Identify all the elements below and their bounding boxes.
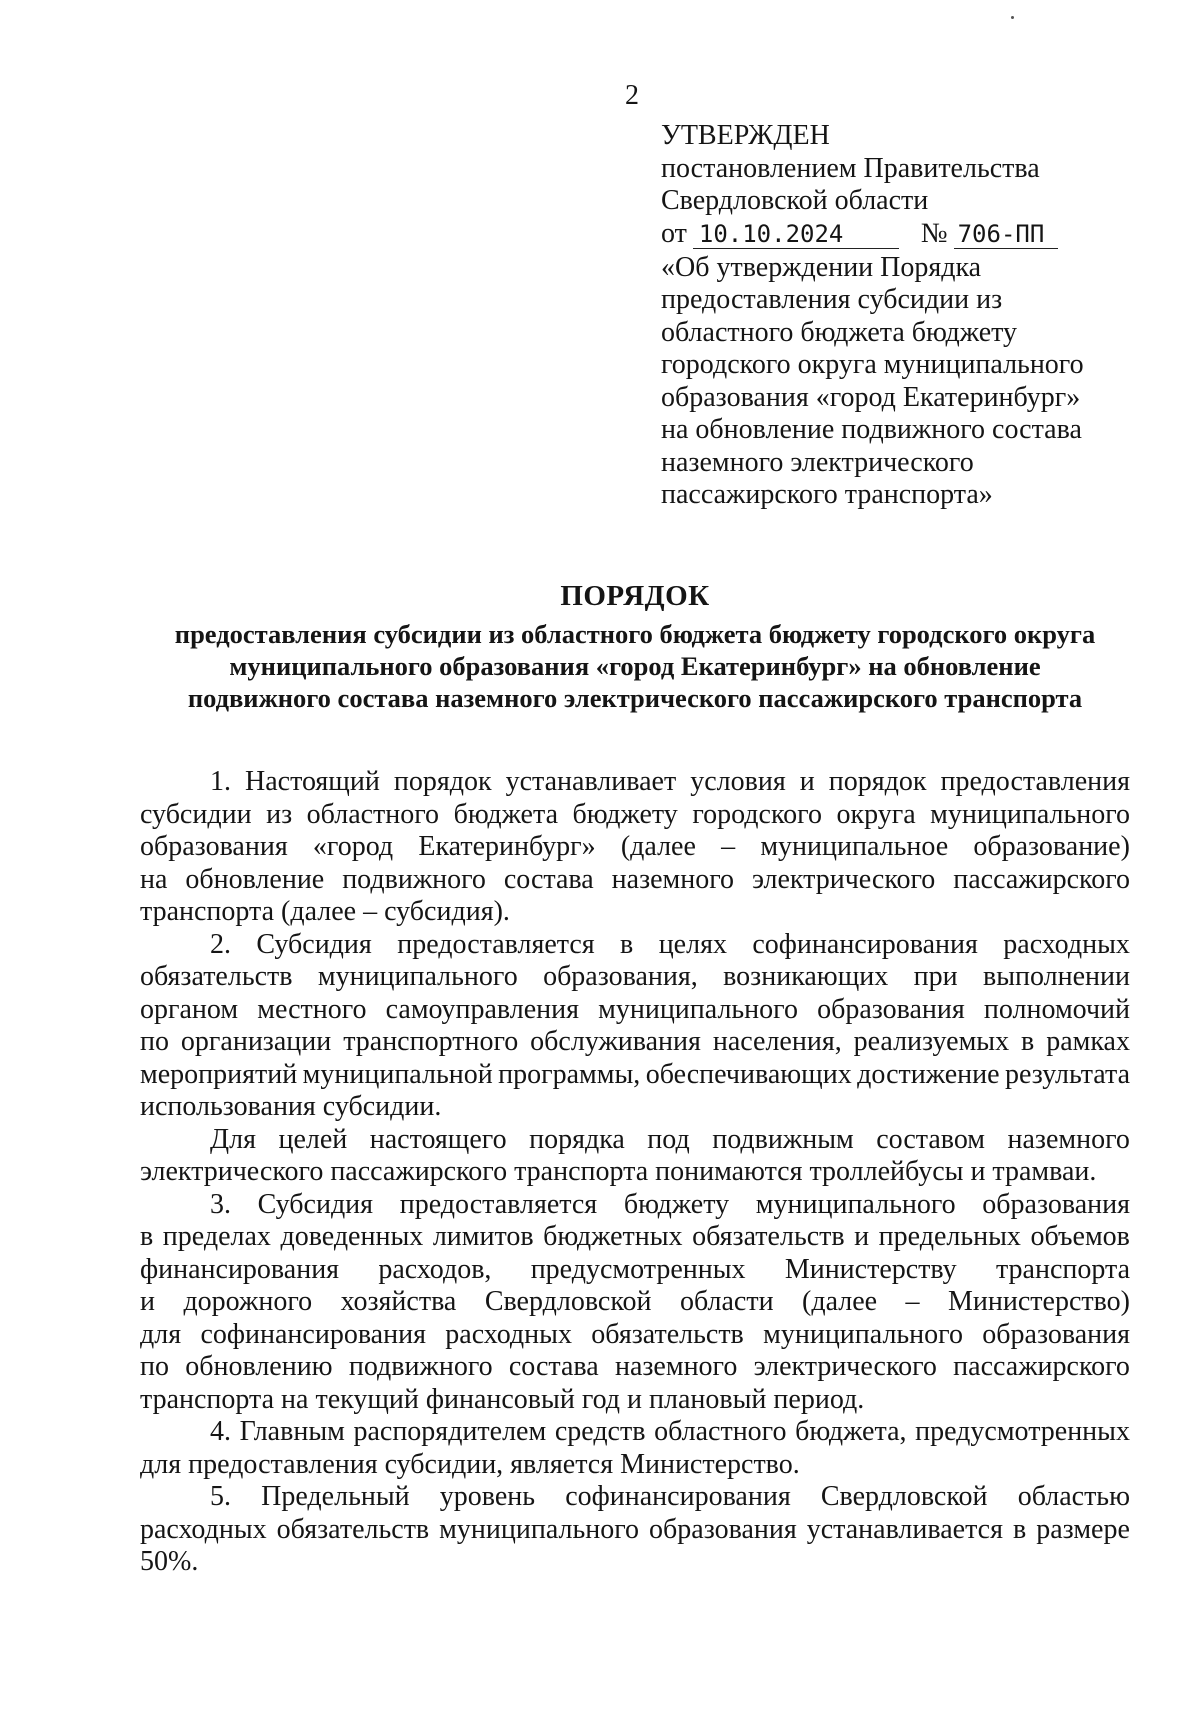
decree-date: 10.10.2024	[693, 220, 899, 249]
word: пассажирского	[953, 863, 1130, 895]
word: Предельный	[261, 1481, 410, 1512]
body-line	[140, 1319, 1130, 1352]
word: подвижного	[348, 1351, 493, 1382]
body-line	[140, 1286, 1130, 1319]
word: бюджета	[453, 798, 558, 830]
word: Свердловской	[484, 1286, 652, 1317]
word: программы,	[498, 1058, 641, 1090]
word: предусмотренных	[530, 1253, 746, 1285]
word: Министерству	[784, 1253, 957, 1285]
date-prefix: от	[661, 217, 687, 249]
body-line	[140, 1351, 1130, 1384]
word: (далее	[802, 1286, 878, 1317]
body-line: 50%.	[140, 1546, 199, 1577]
word: расходных	[445, 1318, 572, 1350]
word: Субсидия	[256, 928, 372, 960]
word: полномочий	[983, 993, 1130, 1025]
word: субсидии	[140, 798, 252, 830]
word: обновлению	[185, 1351, 333, 1382]
document-body	[140, 766, 1130, 1579]
word: состава	[503, 863, 594, 895]
approval-heading: УТВЕРЖДЕН	[661, 120, 830, 151]
body-line: транспорта (далее – субсидия).	[140, 896, 510, 927]
body-line	[140, 1481, 1130, 1514]
word: 3.	[210, 1188, 231, 1220]
word: бюджету	[623, 1188, 730, 1220]
paragraph-1	[140, 766, 1130, 929]
subtitle-line: муниципального образования «город Екатеринбург» на обновление	[229, 651, 1041, 681]
word: образования	[982, 1318, 1130, 1350]
word: образования	[649, 1513, 797, 1545]
word: доведенных	[280, 1221, 424, 1252]
decree-number: 706-ПП	[954, 220, 1058, 249]
body-line: транспорта на текущий финансовый год и плановый период.	[140, 1383, 865, 1415]
document-title: ПОРЯДОК	[560, 580, 710, 612]
word: «город	[312, 831, 394, 862]
body-line	[140, 1221, 1130, 1254]
word: предоставления	[940, 766, 1130, 797]
word: образования,	[543, 961, 698, 992]
word: наземного	[1007, 1123, 1130, 1155]
word: уровень	[439, 1481, 536, 1512]
paragraph-2-note	[140, 1124, 1130, 1189]
word: в	[1021, 1026, 1035, 1057]
word: наземного	[611, 863, 735, 895]
word: в	[1013, 1513, 1027, 1545]
word: достижение	[857, 1058, 1000, 1090]
word: –	[905, 1286, 920, 1317]
subtitle-line: предоставления субсидии из областного бюджета бюджету городского округа	[174, 619, 1096, 649]
body-line	[140, 1026, 1130, 1059]
word: целях	[658, 928, 727, 960]
word: Свердловской	[820, 1481, 988, 1512]
approval-subject-line: предоставления субсидии из	[661, 284, 1003, 315]
subtitle-line: подвижного состава наземного электрического пассажирского транспорта	[187, 683, 1083, 713]
scan-artifact-dot	[1011, 16, 1014, 19]
word: областью	[1017, 1481, 1130, 1512]
document-title-block	[140, 578, 1130, 714]
word: муниципального	[317, 961, 518, 992]
word: подвижного	[342, 863, 486, 895]
word: бюджета,	[795, 1416, 907, 1447]
word: состава	[508, 1351, 599, 1382]
word: в	[140, 1221, 154, 1252]
word: софинансирования	[752, 928, 978, 960]
word: Для	[210, 1123, 256, 1155]
word: обеспечивающих	[645, 1058, 852, 1090]
word: устанавливается	[806, 1513, 1003, 1545]
body-line	[140, 864, 1130, 897]
word: хозяйства	[340, 1286, 457, 1317]
word: транспортного	[343, 1026, 519, 1057]
word: из	[266, 798, 293, 830]
word: образование)	[973, 831, 1130, 862]
word: электрического	[753, 1351, 937, 1382]
word: муниципального	[598, 993, 798, 1025]
word: обязательств	[692, 1221, 845, 1252]
approval-subject-line: наземного электрического	[661, 446, 974, 478]
word: под	[647, 1123, 690, 1155]
word: порядок	[828, 766, 927, 797]
word: обязательств	[276, 1513, 430, 1545]
word: Екатеринбург»	[418, 831, 596, 862]
word: размере	[1036, 1513, 1130, 1545]
word: средств	[554, 1416, 646, 1447]
word: транспорта	[995, 1253, 1130, 1285]
word: рамках	[1046, 1026, 1130, 1057]
word: обязательств	[140, 961, 293, 992]
body-line: использования субсидии.	[140, 1091, 442, 1122]
word: городского	[692, 798, 822, 830]
approval-subject-line: городского округа муниципального	[661, 349, 1084, 380]
word: целей	[278, 1123, 348, 1155]
word: условия	[690, 766, 786, 797]
word: предоставляется	[397, 928, 595, 960]
word: предоставляется	[399, 1188, 598, 1220]
body-line	[140, 929, 1130, 962]
word: при	[913, 961, 958, 992]
body-line	[140, 994, 1130, 1027]
word: муниципального	[439, 1513, 639, 1545]
word: образования	[817, 993, 965, 1025]
word: пределах	[162, 1221, 271, 1252]
word: для	[140, 1318, 182, 1350]
word: устанавливает	[505, 766, 677, 797]
word: Настоящий	[245, 766, 380, 797]
word: и	[799, 766, 815, 797]
word: объемов	[1030, 1221, 1130, 1252]
approval-subject-line: «Об утверждении Порядка	[661, 251, 982, 283]
word: и	[140, 1286, 155, 1317]
body-line	[140, 799, 1130, 832]
word: выполнении	[983, 961, 1130, 992]
word: округа	[836, 798, 916, 830]
number-prefix: №	[920, 217, 948, 249]
word: бюджету	[572, 798, 678, 830]
word: Главным	[239, 1416, 345, 1447]
body-line	[140, 961, 1130, 994]
approval-line: постановлением Правительства	[661, 152, 1040, 184]
word: настоящего	[369, 1123, 507, 1155]
word: и	[854, 1221, 870, 1252]
body-line	[140, 1124, 1130, 1157]
word: областного	[654, 1416, 787, 1447]
word: распорядителем	[353, 1416, 547, 1447]
paragraph-5	[140, 1481, 1130, 1579]
word: обслуживания	[530, 1026, 701, 1057]
word: обновление	[185, 863, 325, 895]
word: пассажирского	[953, 1351, 1130, 1382]
word: в	[620, 928, 634, 960]
word: областного	[306, 798, 440, 830]
word: порядка	[529, 1123, 625, 1155]
word: образования	[140, 831, 288, 862]
word: муниципального	[763, 1318, 963, 1350]
word: обязательств	[591, 1318, 744, 1350]
word: финансирования	[140, 1253, 340, 1285]
word: области	[679, 1286, 774, 1317]
word: образования	[982, 1188, 1130, 1220]
word: возникающих	[723, 961, 889, 992]
word: мероприятий	[140, 1058, 298, 1090]
word: подвижным	[712, 1123, 854, 1155]
word: порядок	[393, 766, 492, 797]
word: местного	[257, 993, 367, 1025]
word: расходных	[140, 1513, 267, 1545]
word: по	[140, 1351, 169, 1382]
word: муниципальной	[302, 1058, 493, 1090]
approval-subject-line: областного бюджета бюджету	[661, 316, 1018, 348]
body-line	[140, 831, 1130, 864]
body-line: для предоставления субсидии, является Министерство.	[140, 1448, 800, 1480]
body-line	[140, 1416, 1130, 1449]
paragraph-3	[140, 1189, 1130, 1417]
word: муниципального	[755, 1188, 956, 1220]
body-line	[140, 1059, 1130, 1092]
word: организации	[180, 1026, 332, 1057]
word: лимитов	[432, 1221, 534, 1252]
word: муниципального	[930, 798, 1130, 830]
approval-stamp-block	[661, 120, 1131, 512]
word: бюджетных	[543, 1221, 683, 1252]
word: (далее	[620, 831, 696, 862]
body-line	[140, 766, 1130, 799]
word: реализуемых	[853, 1026, 1010, 1057]
word: расходов,	[378, 1253, 492, 1285]
approval-subject-line: пассажирского транспорта»	[661, 479, 993, 510]
body-line	[140, 1254, 1130, 1287]
paragraph-4	[140, 1416, 1130, 1481]
word: –	[721, 831, 736, 862]
word: населения,	[712, 1026, 842, 1057]
word: электрического	[751, 863, 936, 895]
body-line: электрического пассажирского транспорта понимаются троллейбусы и трамваи.	[140, 1156, 1097, 1187]
word: составом	[876, 1123, 986, 1155]
word: муниципальное	[760, 831, 949, 862]
document-subtitle	[140, 618, 1130, 714]
word: самоуправления	[385, 993, 579, 1025]
approval-line: Свердловской области	[661, 185, 929, 216]
word: наземного	[614, 1351, 738, 1382]
word: по	[140, 1026, 169, 1057]
word: 2.	[210, 928, 231, 960]
word: софинансирования	[200, 1318, 426, 1350]
word: 1.	[210, 766, 231, 797]
approval-date-row	[661, 218, 1131, 252]
word: предусмотренных	[915, 1416, 1130, 1447]
word: расходных	[1003, 928, 1130, 960]
word: 4.	[210, 1416, 231, 1447]
approval-subject-line: на обновление подвижного состава	[661, 414, 1082, 445]
body-line	[140, 1514, 1130, 1547]
word: Министерство)	[948, 1286, 1130, 1317]
word: софинансирования	[565, 1481, 791, 1512]
body-line	[140, 1189, 1130, 1222]
word: органом	[140, 993, 239, 1025]
word: дорожного	[183, 1286, 313, 1317]
word: на	[140, 863, 168, 895]
word: предельных	[878, 1221, 1021, 1252]
page-number: 2	[625, 80, 639, 111]
approval-subject-line: образования «город Екатеринбург»	[661, 381, 1081, 413]
word: результата	[1005, 1058, 1130, 1090]
paragraph-2	[140, 929, 1130, 1124]
word: Субсидия	[257, 1188, 374, 1220]
word: 5.	[210, 1481, 231, 1512]
